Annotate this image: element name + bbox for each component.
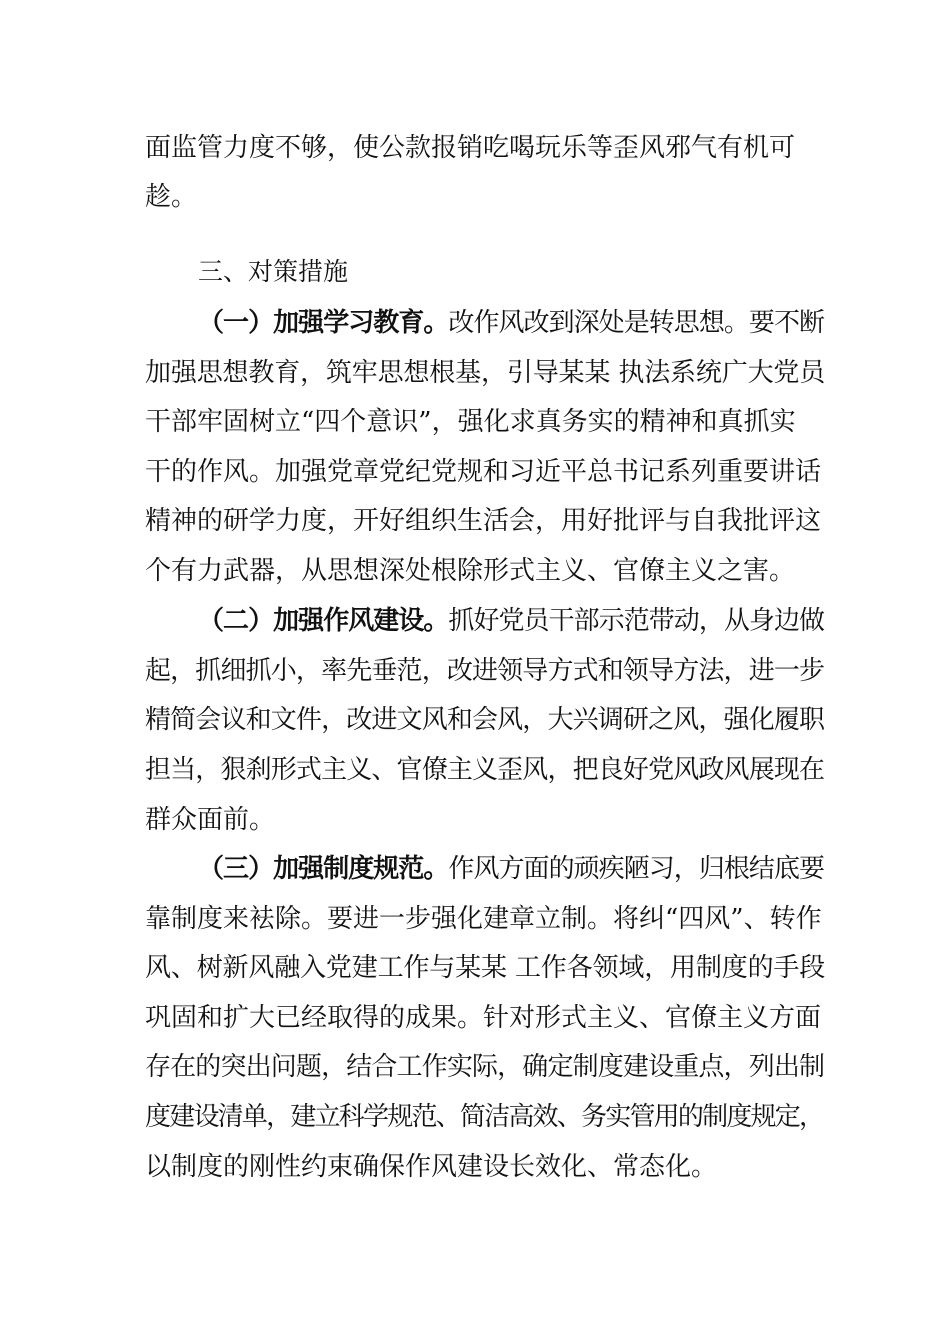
item-2-line-5: 群众面前。 [145,805,276,835]
item-3-line-4: 巩固和扩大已经取得的成果。针对形式主义、官僚主义方面 [145,1003,822,1033]
item-1-first-text: 改作风改到深处是转思想。要不断 [448,308,825,338]
item-1-line-4: 干的作风。加强党章党纪党规和习近平总书记系列重要讲话 [145,457,822,487]
section-heading: 三、对策措施 [198,257,349,286]
continuation-line-2: 趁。 [145,182,198,212]
item-3-line-7: 以制度的刚性约束确保作风建设长效化、常态化。 [145,1152,718,1182]
item-2-first-line [198,604,825,638]
item-1-line-5: 精神的研学力度，开好组织生活会，用好批评与自我批评这 [145,506,822,536]
item-2-line-3: 精简会议和文件，改进文风和会风，大兴调研之风，强化履职 [145,705,825,735]
item-2-line-2: 起，抓细抓小，率先垂范，改进领导方式和领导方法，进一步 [145,656,825,686]
item-1-line-6: 个有力武器，从思想深处根除形式主义、官僚主义之害。 [145,556,796,586]
item-1-line-2: 加强思想教育，筑牢思想根基，引导某某 执法系统广大党员 [145,358,826,388]
item-3-line-5: 存在的突出问题，结合工作实际，确定制度建设重点，列出制 [145,1052,825,1082]
item-3-line-6: 度建设清单，建立科学规范、简洁高效、务实管用的制度规定， [145,1102,824,1132]
item-2-label: （二）加强作风建设。 [198,606,449,636]
item-2-first-text: 抓好党员干部示范带动，从身边做 [448,606,825,636]
item-1-line-3: 干部牢固树立“四个意识”，强化求真务实的精神和真抓实 [145,407,796,437]
item-3-label: （三）加强制度规范。 [198,854,449,884]
continuation-line-1: 面监管力度不够，使公款报销吃喝玩乐等歪风邪气有机可 [145,133,796,163]
item-3-line-3: 风、树新风融入党建工作与某某 工作各领域，用制度的手段 [145,953,826,983]
item-2-line-4: 担当，狠刹形式主义、官僚主义歪风，把良好党风政风展现在 [145,755,825,785]
item-1-first-line [198,306,825,340]
item-3-first-line [198,852,825,886]
item-3-first-text: 作风方面的顽疾陋习，归根结底要 [448,854,825,884]
item-3-line-2: 靠制度来袪除。要进一步强化建章立制。将纠“四风”、转作 [145,904,822,934]
item-1-label: （一）加强学习教育。 [198,308,449,338]
